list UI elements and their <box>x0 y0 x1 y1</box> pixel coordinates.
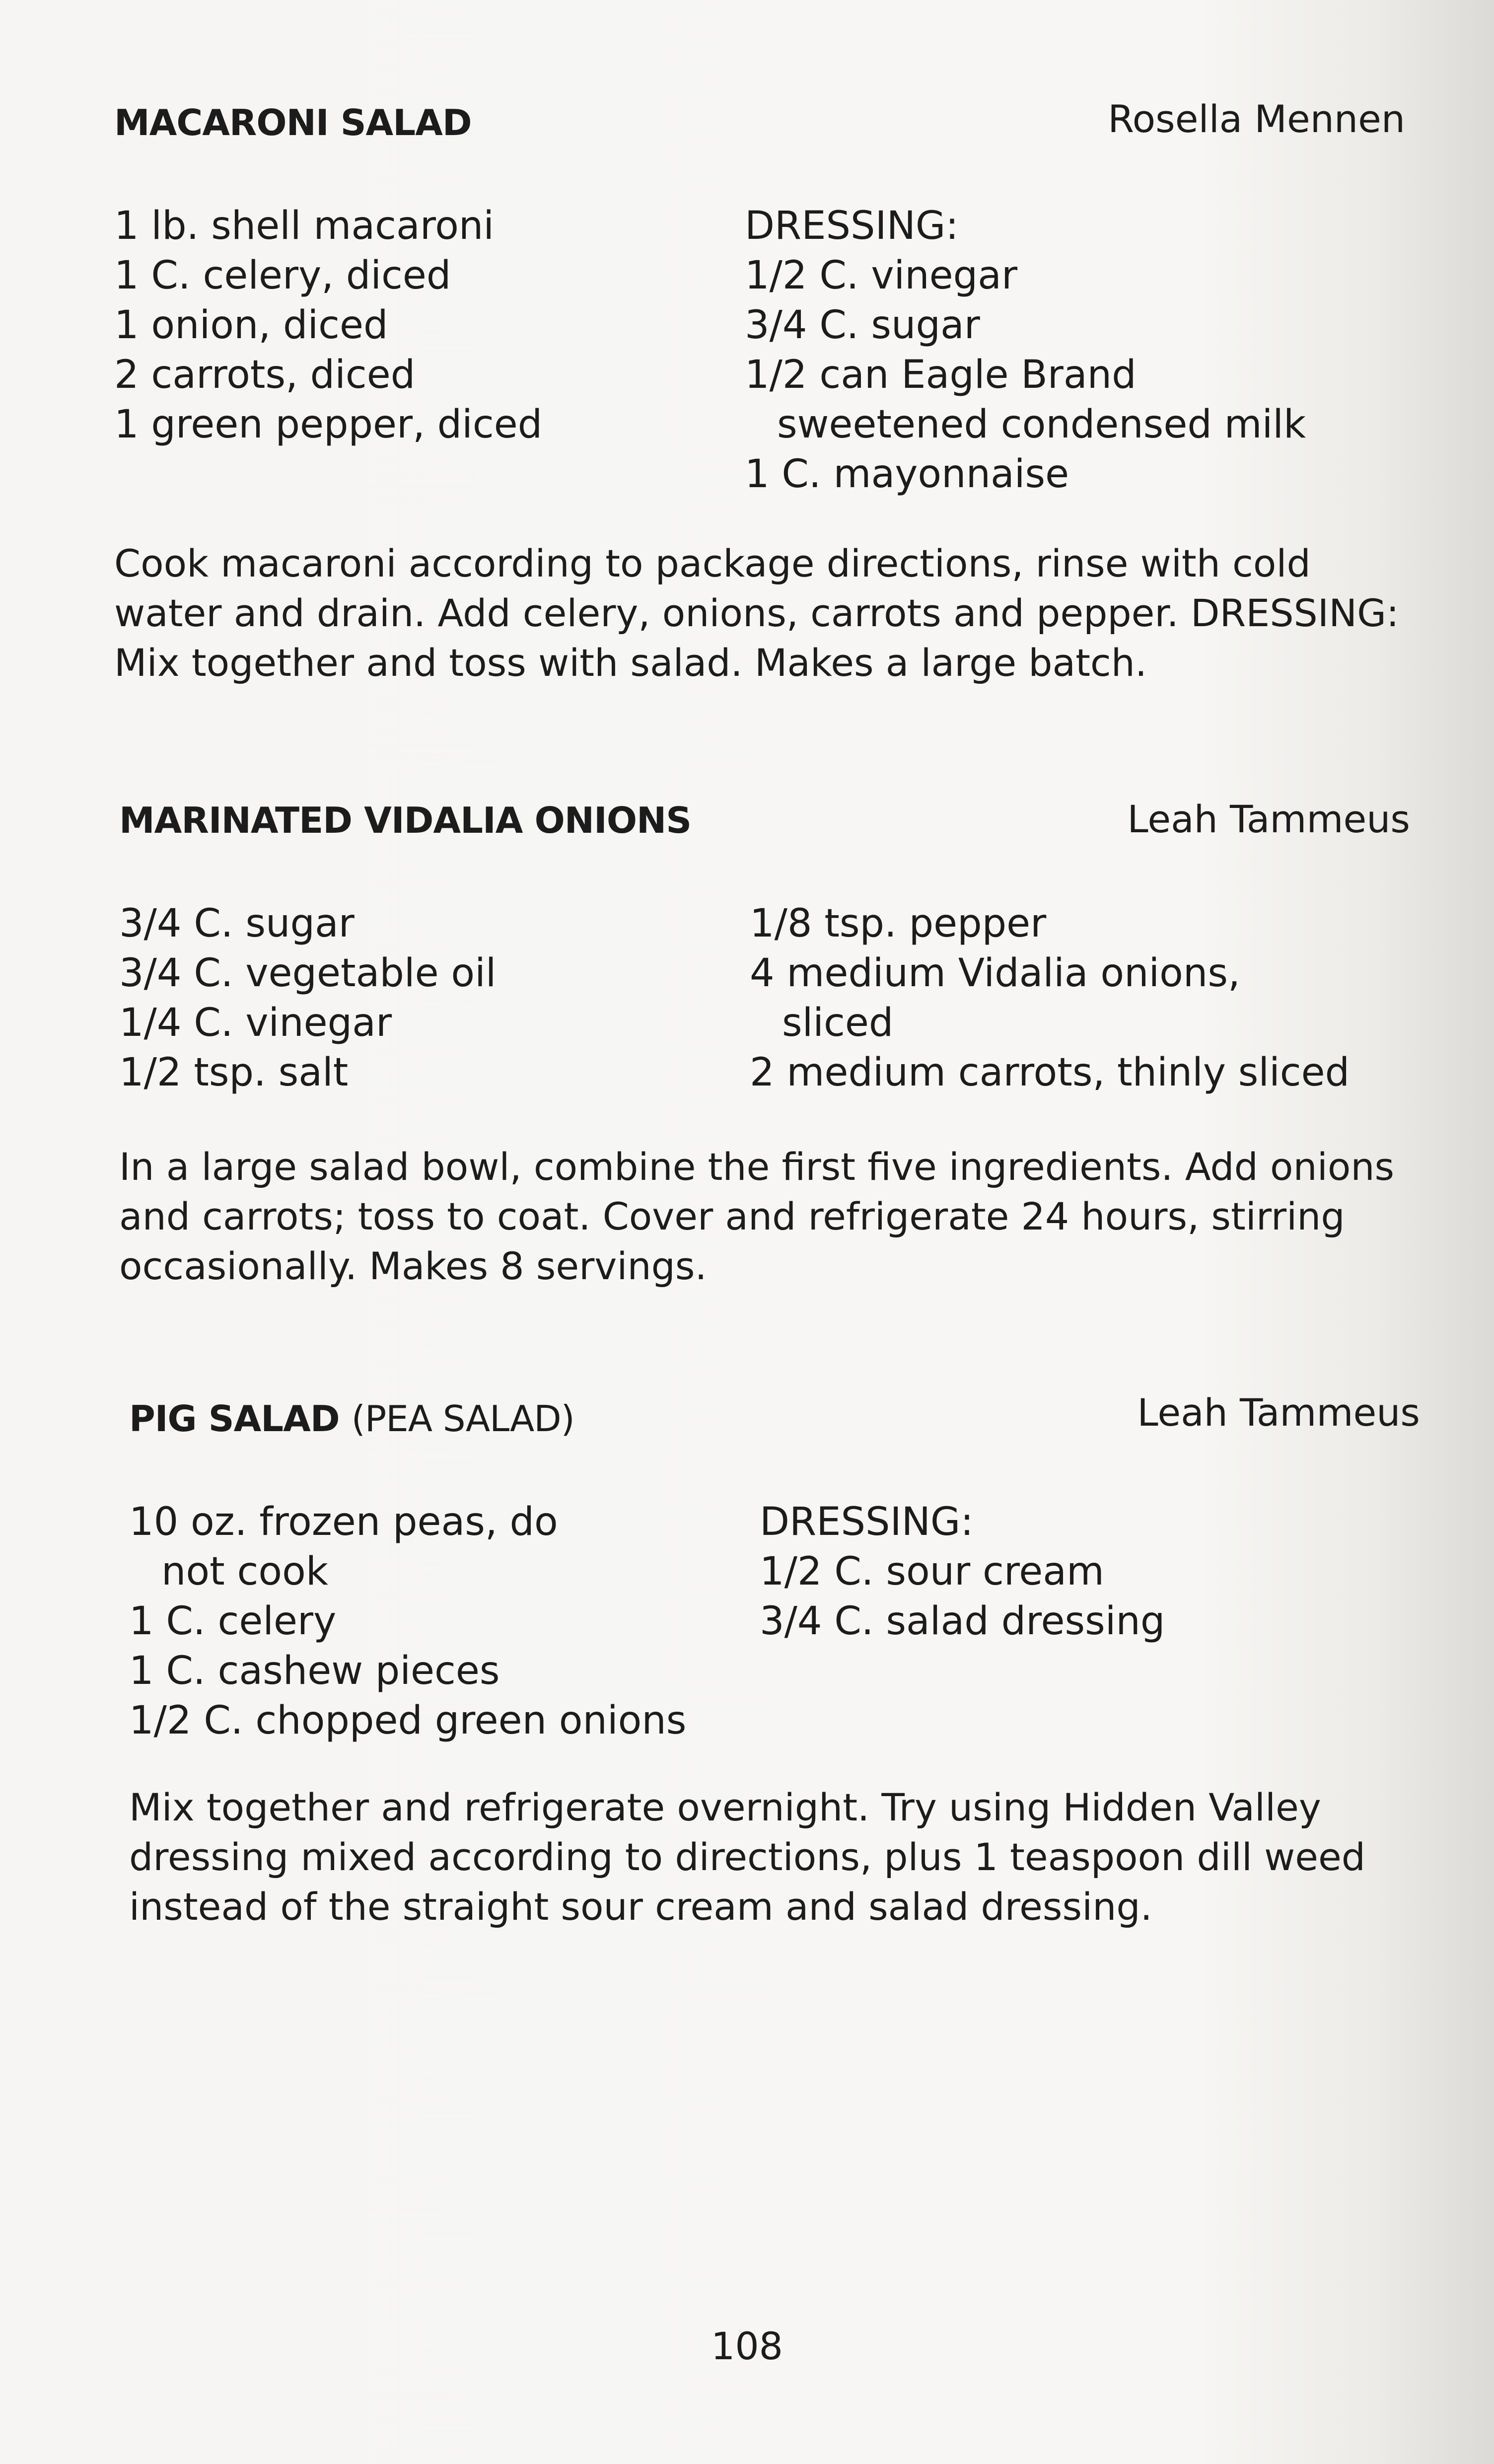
recipe-author: Leah Tammeus <box>1127 797 1410 841</box>
recipe-subtitle: (PEA SALAD) <box>351 1398 574 1440</box>
recipe-title-main: PIG SALAD <box>129 1398 340 1440</box>
ingredient: 3/4 C. sugar <box>745 303 980 348</box>
ingredient: 3/4 C. vegetable oil <box>119 951 497 996</box>
ingredient: 4 medium Vidalia onions, <box>750 951 1240 996</box>
ingredient: 3/4 C. salad dressing <box>760 1599 1165 1644</box>
recipe-author: Rosella Mennen <box>1108 97 1405 141</box>
ingredients-left-column <box>129 1497 750 1745</box>
recipe-author: Leah Tammeus <box>1137 1390 1420 1435</box>
dressing-heading: DRESSING: <box>745 204 959 248</box>
ingredients-left-column <box>114 201 735 449</box>
recipe-title: MACARONI SALAD <box>114 102 472 144</box>
recipe-macaroni-salad <box>114 97 1405 685</box>
recipe-marinated-vidalia-onions <box>119 797 1410 1288</box>
recipe-directions: Cook macaroni according to package directions, rinse with cold water and drain. Add celery, onions, carrots and pepper. DRESSING: Mix together and toss with salad. Makes a large batch. <box>114 541 1399 685</box>
ingredient: 1 C. celery <box>129 1599 337 1644</box>
recipe-header <box>129 1390 1420 1452</box>
ingredients-right-column <box>745 201 1405 499</box>
ingredient: 3/4 C. sugar <box>119 901 355 946</box>
ingredients-right-column <box>760 1497 1420 1646</box>
ingredient: 1 lb. shell macaroni <box>114 204 495 248</box>
ingredient: 1 onion, diced <box>114 303 388 348</box>
recipe-title <box>129 1398 574 1440</box>
ingredient: sweetened condensed milk <box>777 402 1306 447</box>
recipe-directions: Mix together and refrigerate overnight. Try using Hidden Valley dressing mixed according to directions, plus 1 teaspoon dill weed instead of the straight sour cream and salad dressing. <box>129 1785 1366 1929</box>
recipe-title: MARINATED VIDALIA ONIONS <box>119 799 692 841</box>
ingredients-left-column <box>119 899 740 1097</box>
ingredient: 1/8 tsp. pepper <box>750 901 1047 946</box>
ingredient: sliced <box>782 1001 894 1045</box>
ingredient: 1/4 C. vinegar <box>119 1001 392 1045</box>
ingredients-right-column <box>750 899 1410 1097</box>
ingredient: 2 medium carrots, thinly sliced <box>750 1050 1350 1095</box>
ingredient: 1 C. cashew pieces <box>129 1649 500 1693</box>
recipe-header <box>119 799 1410 854</box>
ingredient: 1 green pepper, diced <box>114 402 543 447</box>
recipe-pig-salad <box>129 1390 1420 1929</box>
ingredient: 1/2 can Eagle Brand <box>745 353 1137 397</box>
recipe-header <box>114 97 1405 156</box>
ingredient: 10 oz. frozen peas, do <box>129 1500 558 1544</box>
ingredient: 2 carrots, diced <box>114 353 416 397</box>
ingredient: 1/2 C. sour cream <box>760 1549 1105 1594</box>
recipe-directions: In a large salad bowl, combine the first five ingredients. Add onions and carrots; toss to coat. Cover and refrigerate 24 hours, stirring occasionally. Makes 8 servings. <box>119 1145 1395 1288</box>
ingredient: 1/2 C. vinegar <box>745 253 1018 298</box>
ingredient: 1 C. celery, diced <box>114 253 451 298</box>
ingredient: 1 C. mayonnaise <box>745 452 1069 497</box>
ingredient: not cook <box>161 1549 329 1594</box>
dressing-heading: DRESSING: <box>760 1500 974 1544</box>
ingredient: 1/2 tsp. salt <box>119 1050 349 1095</box>
page-number: 108 <box>711 2324 783 2368</box>
ingredient: 1/2 C. chopped green onions <box>129 1698 687 1743</box>
